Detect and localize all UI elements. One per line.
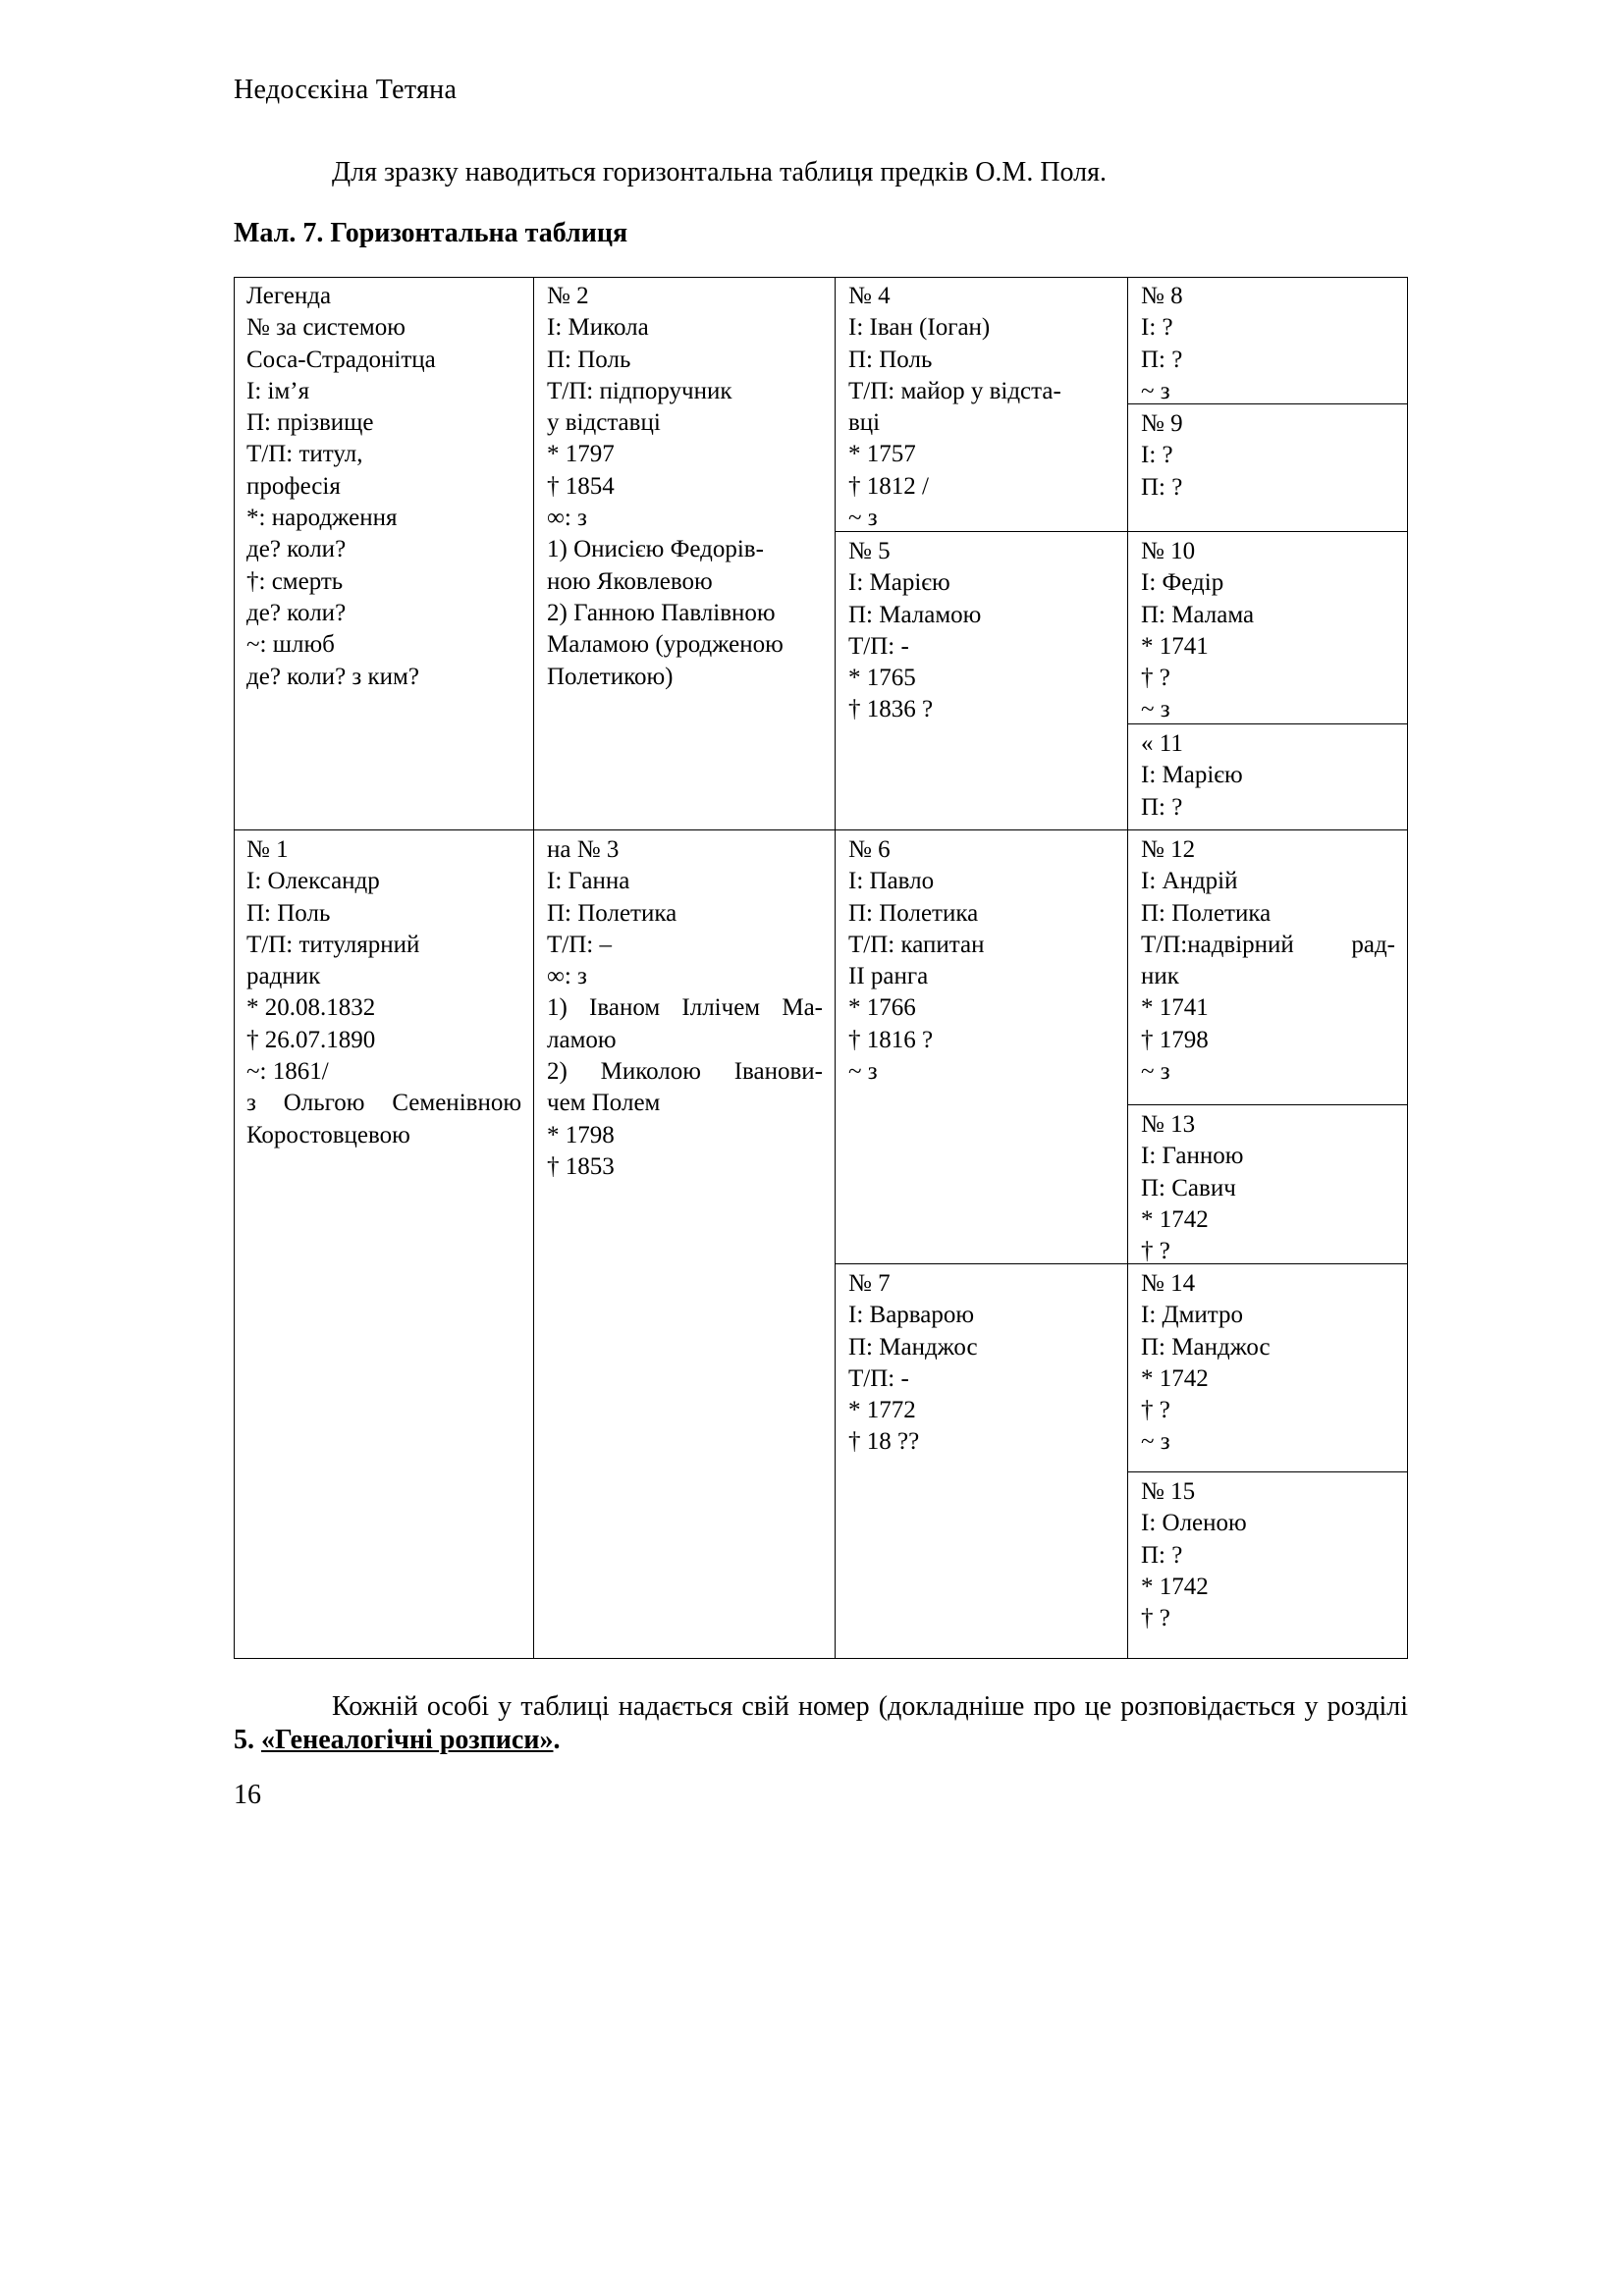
cell-line: П: Манджос xyxy=(848,1333,978,1361)
cell-line: у відставці xyxy=(547,409,661,437)
cell-line: № 6 xyxy=(848,836,891,863)
cell-line: Т/П:надвірний рад- xyxy=(1141,931,1395,958)
cell-line: Т/П: - xyxy=(848,632,909,660)
cell-line: № за системою xyxy=(246,314,406,342)
cell-line: Т/П: підпоручник xyxy=(547,377,732,404)
running-header-author: Недосєкіна Тетяна xyxy=(234,75,458,105)
cell-line: чем Полем xyxy=(547,1090,661,1117)
person-6-cell xyxy=(836,830,1128,1264)
person-12-cell xyxy=(1128,830,1408,1105)
cell-line: І: ? xyxy=(1141,314,1173,342)
cell-line: Т/П: майор у відста- xyxy=(848,377,1061,404)
cell-line: ламою xyxy=(547,1026,617,1053)
cell-line: 2) Ганною Павлівною xyxy=(547,599,776,626)
section-number: 5. xyxy=(234,1725,261,1755)
cell-line: Т/П: титул, xyxy=(246,441,363,468)
section-link[interactable]: «Генеалогічні розписи» xyxy=(261,1725,554,1755)
cell-line: П: Полетика xyxy=(848,899,979,927)
closing-paragraph xyxy=(234,1690,1408,1757)
cell-line: ~ з xyxy=(1141,377,1170,404)
cell-line: П: ? xyxy=(1141,793,1183,821)
figure-caption: Мал. 7. Горизонтальна таблиця xyxy=(234,218,628,248)
cell-line: І: Андрій xyxy=(1141,868,1238,895)
cell-line: * 1741 xyxy=(1141,994,1209,1022)
cell-line: П: Маламою xyxy=(848,601,982,628)
cell-line: Т/П: – xyxy=(547,931,612,958)
cell-line: ~ з xyxy=(848,1058,878,1086)
cell-line: П: ? xyxy=(1141,346,1183,373)
cell-line: * 1742 xyxy=(1141,1205,1209,1233)
cell-line: ~: шлюб xyxy=(246,631,335,659)
cell-line: П: Савич xyxy=(1141,1174,1236,1201)
cell-line: ~: 1861/ xyxy=(246,1058,329,1086)
person-9-cell xyxy=(1128,404,1408,532)
cell-line: † 1816 ? xyxy=(848,1026,934,1053)
person-5-cell xyxy=(836,532,1128,830)
cell-line: † 18 ?? xyxy=(848,1428,920,1456)
cell-line: П: Поль xyxy=(848,346,933,373)
cell-line: І: Іван (Іоган) xyxy=(848,314,991,342)
cell-line: П: Полетика xyxy=(547,899,677,927)
cell-line: Коростовцевою xyxy=(246,1121,410,1148)
cell-line: П: Поль xyxy=(547,346,631,373)
cell-line: ~ з xyxy=(1141,696,1170,723)
cell-line: ІІ ранга xyxy=(848,963,929,990)
cell-line: П: ? xyxy=(1141,1541,1183,1569)
cell-line: †: смерть xyxy=(246,567,344,595)
person-13-cell xyxy=(1128,1105,1408,1264)
cell-line: № 13 xyxy=(1141,1111,1196,1138)
cell-line: П: прізвище xyxy=(246,409,374,437)
person-4-cell xyxy=(836,277,1128,532)
cell-line: № 15 xyxy=(1141,1478,1196,1505)
cell-line: « 11 xyxy=(1141,730,1183,757)
cell-line: † 26.07.1890 xyxy=(246,1026,376,1053)
person-1-cell xyxy=(234,830,534,1659)
cell-line: 2) Миколою Іванови- xyxy=(547,1058,823,1086)
cell-line: І: Олександр xyxy=(246,868,380,895)
cell-line: професія xyxy=(246,472,341,500)
cell-line: де? коли? з ким? xyxy=(246,663,419,690)
cell-line: ∞: з xyxy=(547,505,587,532)
cell-line: Соса-Страдонітца xyxy=(246,346,436,373)
cell-line: * 1766 xyxy=(848,994,916,1022)
closing-text: Кожній особі у таблиці надається свій номер (докладніше про це розповідається у розділі xyxy=(332,1691,1408,1722)
cell-line: І: Ганна xyxy=(547,868,630,895)
cell-line: * 1772 xyxy=(848,1397,916,1424)
cell-line: з Ольгою Семенівною xyxy=(246,1090,521,1117)
cell-line: № 14 xyxy=(1141,1270,1196,1297)
cell-line: † 1836 ? xyxy=(848,696,934,723)
cell-line: І: Федір xyxy=(1141,569,1224,597)
cell-line: на № 3 xyxy=(547,836,620,863)
person-7-cell xyxy=(836,1264,1128,1659)
cell-line: № 8 xyxy=(1141,283,1183,309)
closing-period: . xyxy=(553,1725,561,1755)
cell-line: Т/П: капитан xyxy=(848,931,985,958)
cell-line: І: Оленою xyxy=(1141,1510,1247,1537)
cell-line: † 1798 xyxy=(1141,1026,1209,1053)
cell-line: І: Дмитро xyxy=(1141,1302,1244,1329)
page-number: 16 xyxy=(234,1780,261,1810)
cell-line: *: народження xyxy=(246,505,398,532)
cell-line: ник xyxy=(1141,963,1179,990)
cell-line: де? коли? xyxy=(246,536,347,563)
cell-line: * 20.08.1832 xyxy=(246,994,376,1022)
cell-line: № 12 xyxy=(1141,836,1196,863)
cell-line: 1) Іваном Іллічем Ма- xyxy=(547,994,823,1022)
cell-line: * 1742 xyxy=(1141,1364,1209,1392)
cell-line: ~ з xyxy=(848,505,878,532)
cell-line: * 1742 xyxy=(1141,1573,1209,1600)
cell-line: Маламою (уродженою xyxy=(547,631,784,659)
cell-line: № 9 xyxy=(1141,410,1183,437)
cell-line: радник xyxy=(246,963,321,990)
cell-line: І: ім’я xyxy=(246,377,310,404)
cell-line: № 5 xyxy=(848,538,891,564)
person-10-cell xyxy=(1128,532,1408,724)
cell-line: № 4 xyxy=(848,283,891,309)
cell-line: † ? xyxy=(1141,665,1170,692)
cell-line: П: ? xyxy=(1141,473,1183,501)
cell-line: ∞: з xyxy=(547,963,587,990)
cell-line: Т/П: - xyxy=(848,1364,909,1392)
cell-line: * 1798 xyxy=(547,1121,615,1148)
cell-line: вці xyxy=(848,409,881,437)
ancestor-table xyxy=(234,277,1408,1659)
cell-line: * 1757 xyxy=(848,441,916,468)
cell-line: І: Варварою xyxy=(848,1302,975,1329)
cell-line: † ? xyxy=(1141,1397,1170,1424)
cell-line: № 2 xyxy=(547,283,589,309)
cell-line: Полетикою) xyxy=(547,663,674,690)
cell-line: * 1765 xyxy=(848,665,916,692)
cell-line: П: Манджос xyxy=(1141,1333,1271,1361)
cell-line: де? коли? xyxy=(246,599,347,626)
cell-line: † 1853 xyxy=(547,1152,615,1180)
cell-line: † 1812 / xyxy=(848,472,929,500)
cell-line: П: Поль xyxy=(246,899,331,927)
cell-line: ~ з xyxy=(1141,1058,1170,1086)
cell-line: І: Марією xyxy=(848,569,950,597)
legend-cell xyxy=(234,277,534,830)
cell-line: І: Микола xyxy=(547,314,649,342)
cell-line: І: Павло xyxy=(848,868,935,895)
cell-line: № 7 xyxy=(848,1270,891,1297)
cell-line: * 1797 xyxy=(547,441,615,468)
cell-line: № 10 xyxy=(1141,538,1196,564)
cell-line: † 1854 xyxy=(547,472,615,500)
person-3-cell xyxy=(534,830,836,1659)
cell-line: Т/П: титулярний xyxy=(246,931,420,958)
cell-line: † ? xyxy=(1141,1238,1170,1265)
person-14-cell xyxy=(1128,1264,1408,1472)
cell-line: 1) Онисією Федорів- xyxy=(547,536,764,563)
cell-line: † ? xyxy=(1141,1605,1170,1632)
cell-line: П: Малама xyxy=(1141,601,1255,628)
cell-line: Легенда xyxy=(246,283,332,309)
person-15-cell xyxy=(1128,1472,1408,1659)
cell-line: І: ? xyxy=(1141,442,1173,469)
person-2-cell xyxy=(534,277,836,830)
cell-line: П: Полетика xyxy=(1141,899,1272,927)
cell-line: № 1 xyxy=(246,836,289,863)
cell-line: І: Ганною xyxy=(1141,1143,1244,1170)
cell-line: І: Марією xyxy=(1141,762,1243,789)
cell-line: * 1741 xyxy=(1141,632,1209,660)
cell-line: ною Яковлевою xyxy=(547,567,713,595)
cell-line: ~ з xyxy=(1141,1428,1170,1456)
person-11-cell xyxy=(1128,724,1408,830)
person-8-cell xyxy=(1128,277,1408,404)
intro-paragraph: Для зразку наводиться горизонтальна таблиця предків О.М. Поля. xyxy=(332,157,1108,187)
